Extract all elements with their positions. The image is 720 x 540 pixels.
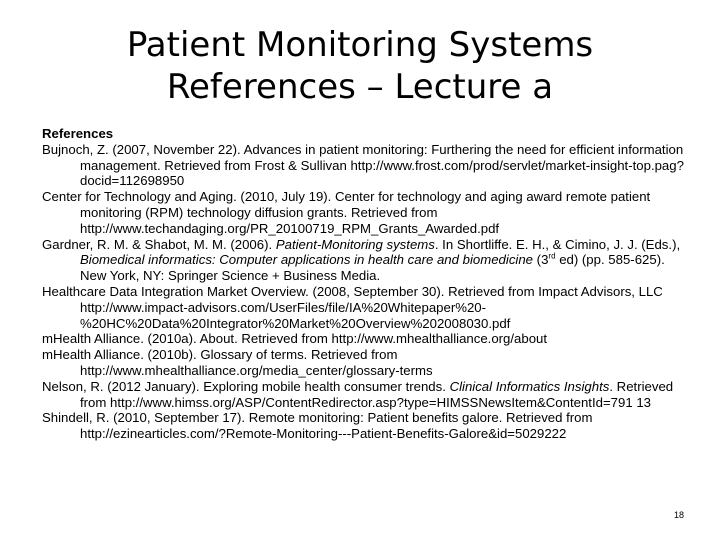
reference-text: ed) (pp. 585-625). New York, NY: Springer Science + Business Media. xyxy=(80,252,665,284)
page-number: 18 xyxy=(673,510,684,520)
reference-text: Nelson, R. (2012 January). Exploring mobile health consumer trends. xyxy=(42,378,450,394)
reference-text: Gardner, R. M. & Shabot, M. M. (2006). xyxy=(42,236,276,252)
references-heading: References xyxy=(42,126,114,141)
slide-title-line-1: Patient Monitoring Systems xyxy=(126,25,594,65)
reference-italic-title: Biomedical informatics: Computer applications in health care and biomedicine xyxy=(80,252,534,268)
reference-mhealth-alliance-glossary: mHealth Alliance. (2010b). Glossary of terms. Retrieved from http://www.mhealthalliance.org/media_center/glossary-terms xyxy=(42,347,433,378)
reference-nelson xyxy=(42,379,692,411)
reference-italic-title: Patient-Monitoring systems xyxy=(275,236,435,252)
reference-italic-title: Clinical Informatics Insights xyxy=(449,378,610,394)
reference-gardner-shabot xyxy=(42,237,692,284)
reference-center-for-technology-and-aging: Center for Technology and Aging. (2010, July 19). Center for technology and aging award remote patient monitoring (RPM) technology diffusion grants. Retrieved from http://www.techandaging.org/PR_20100719_RPM_Grants_Awarded.pdf xyxy=(42,189,651,236)
slide-title-line-2: References – Lecture a xyxy=(166,67,554,107)
references-list xyxy=(42,126,692,442)
reference-text: . Retrieved from http://www.himss.org/ASP/ContentRedirector.asp?type=HIMSSNewsItem&ContentId=791 13 xyxy=(80,378,674,410)
reference-text: (3 xyxy=(533,252,549,268)
reference-shindell: Shindell, R. (2010, September 17). Remote monitoring: Patient benefits galore. Retrieved from http://ezinearticles.com/?Remote-Monitoring---Patient-Benefits-Galore&id=5029222 xyxy=(42,410,593,442)
reference-mhealth-alliance-about: mHealth Alliance. (2010a). About. Retrieved from http://www.mhealthalliance.org/about xyxy=(42,331,548,347)
reference-text: . In Shortliffe. E. H., & Cimino, J. J. (Eds.), xyxy=(434,236,681,252)
reference-healthcare-data-integration: Healthcare Data Integration Market Overview. (2008, September 30). Retrieved from Impact Advisors, LLC http://www.impact-advisors.com/UserFiles/file/IA%20Whitepaper%20-%20HC%20Data%20Integrator%20Market%20Overview%202008030.pdf xyxy=(42,283,663,331)
reference-bujnoch: Bujnoch, Z. (2007, November 22). Advances in patient monitoring: Furthering the need for efficient information management. Retrieved from Frost & Sullivan http://www.frost.com/prod/servlet/market-insight-top.pag?docid=112698950 xyxy=(42,141,684,189)
reference-superscript: rd xyxy=(548,251,556,261)
slide-title xyxy=(0,24,720,108)
